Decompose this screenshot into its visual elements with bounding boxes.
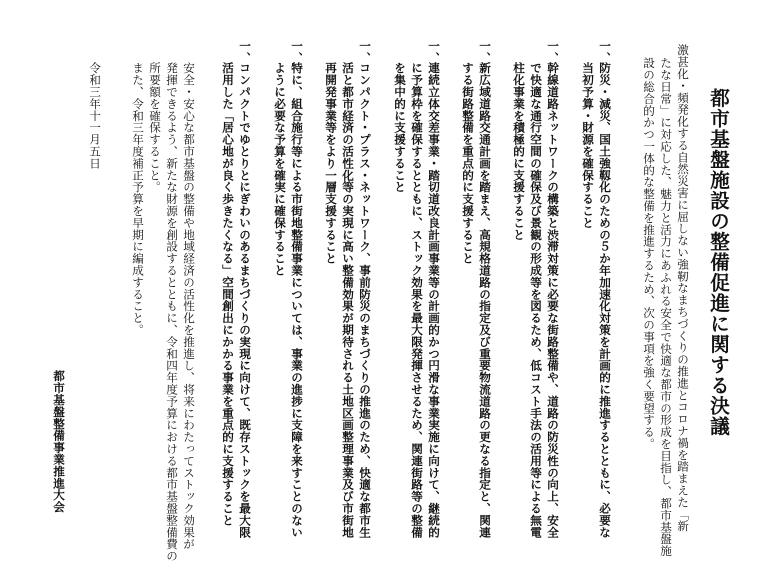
closing-line: 発揮できるよう、新たな財源を創設するとともに、令和四年度予算における都市基盤整備費の bbox=[165, 62, 179, 562]
item-line: で快適な通行空間の確保及び景観の形成等を図るため、低コスト手法の活用等による無電 bbox=[529, 62, 543, 538]
item-line: 活と都市経済の活性化等の実現に高い整備効果が期待される土地区画整理事業及び市街地 bbox=[341, 62, 355, 538]
item-line: 特に、組合施行等による市街地整備事業については、事業の進捗に支障を来すことのない bbox=[290, 62, 304, 538]
item-line: コンパクト・プラス・ネットワーク、事前防災のまちづくりの推進のため、快適な都市生 bbox=[358, 62, 372, 538]
item-line: コンパクトでゆとりとにぎわいのあるまちづくりの実現に向けて、既存ストックを最大限 bbox=[238, 62, 252, 538]
item-line: 防災・減災、国土強靱化のための５か年加速化対策を計画的に推進するとともに、必要な bbox=[598, 62, 612, 538]
item-marker: 一、 bbox=[358, 40, 372, 64]
item-marker: 一、 bbox=[598, 40, 612, 64]
intro-line: たな日常」に対応した、魅力と活力にあふれる安全で快適な都市の形成を目指し、都市基盤施 bbox=[659, 57, 673, 557]
organization-name: 都市基盤整備事業推進大会 bbox=[52, 370, 66, 513]
item-line: 連続立体交差事業・踏切道改良計画事業等の計画的かつ円滑な事業実施に向けて、継続的 bbox=[427, 62, 441, 538]
item-line: ように必要な予算を確実に確保すること bbox=[273, 62, 287, 277]
item-line: に予算枠を確保するとともに、ストック効果を最大限発揮させるため、関連街路等の整備 bbox=[410, 62, 424, 538]
item-line: 幹線道路ネットワークの構築と渋滞対策に必要な街路整備や、道路の防災性の向上、安全 bbox=[546, 62, 560, 538]
item-line: 柱化事業を積極的に支援すること bbox=[512, 62, 526, 241]
item-marker: 一、 bbox=[290, 40, 304, 64]
item-marker: 一、 bbox=[478, 40, 492, 64]
item-marker: 一、 bbox=[546, 40, 560, 64]
item-line: 活用した「居心地が良く歩きたくなる」空間創出にかかる事業を重点的に支援すること bbox=[221, 62, 235, 527]
item-line: 再開発事業等をより一層支援すること bbox=[324, 62, 338, 265]
item-marker: 一、 bbox=[427, 40, 441, 64]
item-marker: 一、 bbox=[238, 40, 252, 64]
page-title: 都市基盤施設の整備促進に関する決議 bbox=[707, 88, 730, 437]
resolution-date: 令和三年十一月五日 bbox=[88, 62, 102, 170]
item-line: 当初予算・財源を確保すること bbox=[581, 62, 595, 229]
closing-line: 安全・安心な都市基盤の整備や地域経済の活性化を推進し、将来にわたってストック効果が bbox=[182, 62, 196, 550]
intro-line: 激甚化・頻発化する自然災害に屈しない強靭なまちづくりの推進とコロナ禍を踏まえた「新 bbox=[676, 44, 690, 532]
intro-line: 設の総合的かつ一体的な整備を推進するため、次の事項を強く要望する。 bbox=[642, 57, 656, 450]
item-line: を集中的に支援すること bbox=[393, 62, 407, 193]
closing-line: 所要額を確保すること。 bbox=[148, 62, 162, 193]
closing-line: また、令和三年度補正予算を早期に編成すること。 bbox=[131, 62, 145, 336]
item-line: する街路整備を重点的に支援すること bbox=[461, 62, 475, 265]
item-line: 新広域道路交通計画を踏まえ、高規格道路の指定及び重要物流道路の更なる指定と、関連 bbox=[478, 62, 492, 538]
